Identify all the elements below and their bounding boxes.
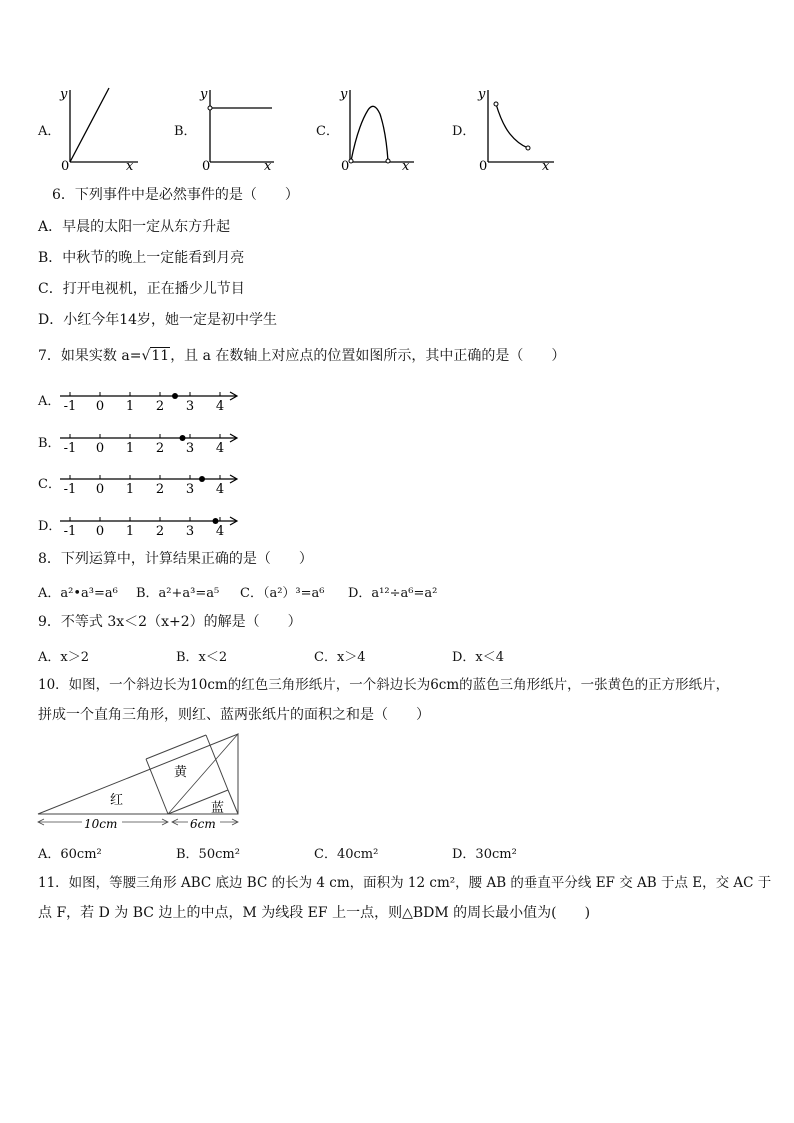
point-a-marker	[199, 476, 205, 482]
q10-stem-line2: 拼成一个直角三角形，则红、蓝两张纸片的面积之和是（ ）	[38, 707, 430, 723]
tick-label: 3	[185, 441, 195, 456]
tick-label: 1	[125, 524, 135, 539]
tick-label: 0	[95, 441, 105, 456]
q5-a-y-label: y	[60, 87, 68, 102]
q6-option-d: D．小红今年14岁，她一定是初中学生	[38, 312, 278, 328]
q7-stem-suffix: ，且 a 在数轴上对应点的位置如图所示，其中正确的是（ ）	[170, 348, 566, 364]
point-a-marker	[213, 518, 219, 524]
numberline-4	[60, 517, 237, 539]
q10-figure	[34, 732, 244, 834]
q9-option-b: B．x＜2	[176, 650, 228, 665]
tick-label: 1	[125, 399, 135, 414]
q9-stem: 9．不等式 3x＜2（x+2）的解是（ ）	[38, 614, 302, 630]
tick-label: 2	[155, 482, 165, 497]
numberline-1	[60, 392, 237, 414]
q11-line1: 11．如图，等腰三角形 ABC 底边 BC 的长为 4 cm，面积为 12 cm²，腰 AB 的垂直平分线 EF 交 AB 于点 E，交 AC 于	[38, 875, 772, 891]
q10-len-red: 10cm	[84, 817, 118, 831]
q5-option-d-label: D．	[452, 124, 476, 139]
tick-label: 4	[215, 399, 225, 414]
q5-graph-a	[58, 86, 140, 170]
q9-option-d: D．x＜4	[452, 650, 505, 665]
tick-label: -1	[63, 441, 77, 456]
q10-len-blue: 6cm	[190, 817, 216, 831]
q6-option-c: C．打开电视机，正在播少儿节目	[38, 281, 245, 297]
tick-label: 1	[125, 482, 135, 497]
q10-red-label: 红	[110, 793, 124, 808]
q6-stem: 6．下列事件中是必然事件的是（ ）	[52, 187, 299, 203]
q6-option-a: A．早晨的太阳一定从东方升起	[38, 219, 231, 235]
q5-option-b-label: B．	[174, 124, 197, 139]
tick-label: -1	[63, 399, 77, 414]
q9-option-a: A．x＞2	[38, 650, 89, 665]
tick-label: 2	[155, 524, 165, 539]
q9-option-c: C．x＞4	[314, 650, 366, 665]
q7-sqrt: √11	[141, 348, 170, 364]
q5-a-origin: 0	[61, 159, 70, 170]
q10-option-a: A．60cm²	[38, 847, 102, 862]
numberline-3	[60, 475, 237, 497]
point-a-marker	[180, 435, 186, 441]
q5-c-origin: 0	[341, 159, 350, 170]
tick-label: 3	[185, 399, 195, 414]
q7-numberlines	[0, 380, 300, 540]
q5-b-origin: 0	[202, 159, 211, 170]
tick-label: 4	[215, 482, 225, 497]
q10-option-c: C．40cm²	[314, 847, 379, 862]
q8-option-d: D．a¹²÷a⁶=a²	[348, 586, 438, 601]
q5-a-x-label: x	[126, 159, 134, 170]
tick-label: 1	[125, 441, 135, 456]
q7-option-a-label: A．	[38, 394, 61, 409]
q7-option-d-label: D．	[38, 519, 62, 534]
tick-label: 0	[95, 524, 105, 539]
tick-label: 4	[215, 441, 225, 456]
numberline-2	[60, 434, 237, 456]
tick-label: 2	[155, 441, 165, 456]
q5-graphs	[0, 80, 794, 170]
q5-option-c-label: C．	[316, 124, 339, 139]
q11-line2: 点 F，若 D 为 BC 边上的中点，M 为线段 EF 上一点，则△BDM 的周长最小值为( )	[38, 905, 591, 921]
q8-stem: 8．下列运算中，计算结果正确的是（ ）	[38, 551, 313, 567]
q5-graph-c	[338, 86, 418, 170]
q6-option-b: B．中秋节的晚上一定能看到月亮	[38, 250, 245, 266]
tick-label: 0	[95, 482, 105, 497]
q7-option-b-label: B．	[38, 436, 61, 451]
tick-label: 3	[185, 482, 195, 497]
q5-b-x-label: x	[264, 159, 272, 170]
q7-option-c-label: C．	[38, 477, 61, 492]
q5-b-y-label: y	[200, 87, 208, 102]
tick-label: -1	[63, 524, 77, 539]
tick-label: -1	[63, 482, 77, 497]
q5-d-y-label: y	[478, 87, 486, 102]
q7-numberlines-svg	[56, 380, 246, 540]
q10-yellow-label: 黄	[174, 765, 188, 780]
tick-label: 0	[95, 399, 105, 414]
q10-stem-line1: 10．如图，一个斜边长为10cm的红色三角形纸片，一个斜边长为6cm的蓝色三角形纸片，一张黄色的正方形纸片，	[38, 677, 730, 693]
q10-option-d: D．30cm²	[452, 847, 517, 862]
q10-option-b: B．50cm²	[176, 847, 240, 862]
q5-option-a-label: A．	[38, 124, 61, 139]
tick-label: 3	[185, 524, 195, 539]
q5-graph-d	[476, 86, 558, 170]
q8-option-a: A．a²•a³=a⁶	[38, 586, 118, 601]
tick-label: 2	[155, 399, 165, 414]
q5-c-y-label: y	[340, 87, 348, 102]
tick-label: 4	[215, 524, 225, 539]
point-a-marker	[172, 393, 178, 399]
q5-c-x-label: x	[402, 159, 410, 170]
q8-option-b: B．a²+a³=a⁵	[136, 586, 220, 601]
q10-blue-label: 蓝	[211, 801, 225, 816]
q5-graph-b	[198, 86, 278, 170]
q7-stem	[38, 347, 565, 365]
q7-stem-prefix: 7．如果实数 a=	[38, 348, 142, 364]
q7-radicand: 11	[151, 348, 170, 364]
q5-d-x-label: x	[542, 159, 550, 170]
q5-d-origin: 0	[479, 159, 488, 170]
q8-option-c: C．（a²）³=a⁶	[240, 586, 325, 601]
